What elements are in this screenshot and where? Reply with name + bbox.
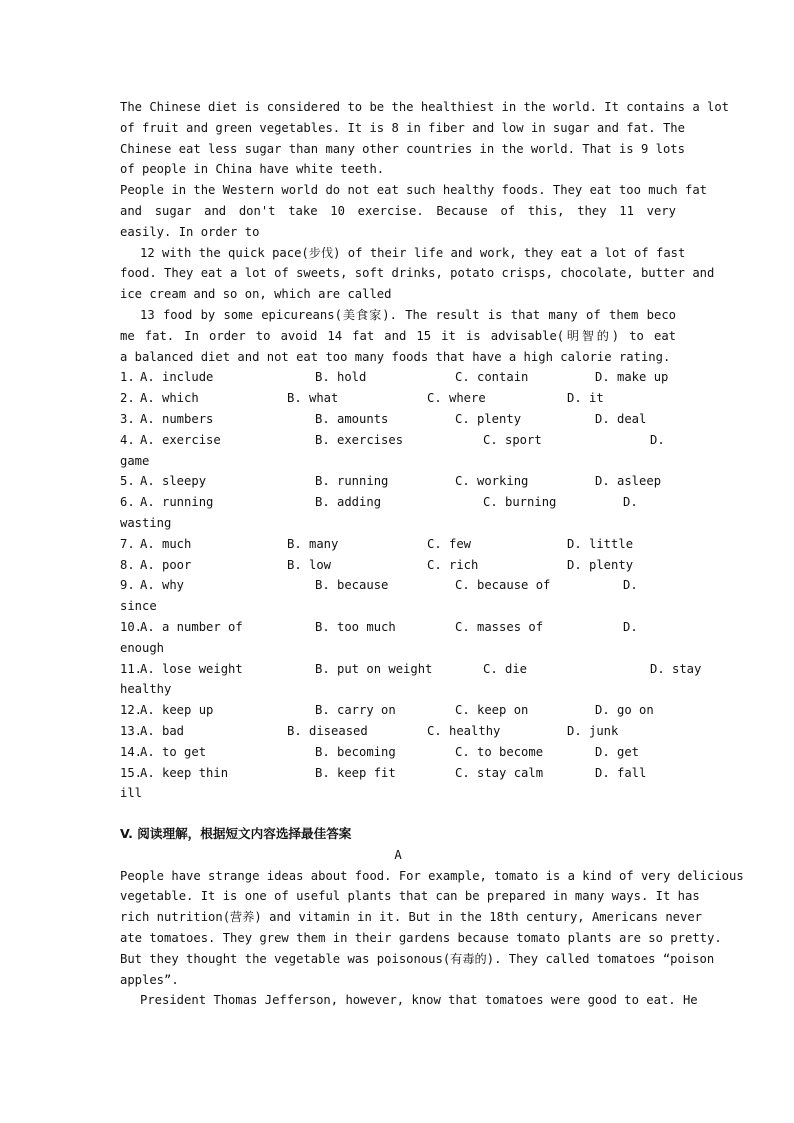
option-d[interactable]: D.	[623, 495, 638, 510]
question-number: 13.	[120, 723, 143, 738]
option-d[interactable]: D. deal	[595, 411, 647, 426]
option-b[interactable]: B. put on weight	[315, 661, 433, 676]
option-a[interactable]: A. keep up	[140, 703, 214, 718]
option-row	[120, 742, 676, 763]
passage-line: Chinese eat less sugar than many other countries in the world. That is 9 lots	[120, 141, 685, 156]
option-c[interactable]: C. masses of	[455, 619, 544, 634]
question-number: 11.	[120, 661, 143, 676]
option-b[interactable]: B. carry on	[315, 703, 396, 718]
question-number: 4.	[120, 432, 135, 447]
option-d[interactable]: D. little	[567, 536, 634, 551]
option-b[interactable]: B. diseased	[287, 723, 368, 738]
passage-line: vegetable. It is one of useful plants that can be prepared in many ways. It has	[120, 889, 700, 904]
option-row	[120, 555, 676, 576]
option-d[interactable]: D. plenty	[567, 557, 634, 572]
question-number: 6.	[120, 495, 135, 510]
option-wrap-line: wasting	[120, 515, 172, 530]
option-a[interactable]: A. much	[140, 536, 192, 551]
option-a[interactable]: A. include	[140, 370, 214, 385]
option-wrap-line: enough	[120, 640, 165, 655]
question-number: 12.	[120, 703, 143, 718]
option-b[interactable]: B. running	[315, 474, 389, 489]
passage-label: A	[394, 847, 402, 862]
question-number: 14.	[120, 744, 143, 759]
option-wrap-line: since	[120, 599, 157, 614]
passage-line: People have strange ideas about food. For example, tomato is a kind of very delicious	[120, 868, 744, 883]
question-number: 2.	[120, 391, 135, 406]
option-row	[120, 367, 676, 388]
question-number: 10.	[120, 619, 143, 634]
option-d[interactable]: D. fall	[595, 765, 647, 780]
passage-line: People in the Western world do not eat such healthy foods. They eat too much fat	[120, 183, 707, 198]
question-number: 7.	[120, 536, 135, 551]
option-b[interactable]: B. amounts	[315, 411, 389, 426]
option-row	[120, 700, 676, 721]
option-a[interactable]: A. lose weight	[140, 661, 243, 676]
option-b[interactable]: B. low	[287, 557, 332, 572]
option-b[interactable]: B. becoming	[315, 744, 396, 759]
option-row	[120, 492, 676, 513]
question-number: 5.	[120, 474, 135, 489]
reading-passage	[120, 866, 744, 1012]
option-b[interactable]: B. what	[287, 391, 339, 406]
passage-line: and sugar and don't take 10 exercise. Because of this, they 11 very	[120, 203, 676, 218]
passage-line: of fruit and green vegetables. It is 8 in fiber and low in sugar and fat. The	[120, 120, 685, 135]
question-number: 3.	[120, 411, 135, 426]
option-a[interactable]: A. why	[140, 578, 185, 593]
passage-line: apples”.	[120, 972, 179, 987]
option-row	[120, 409, 676, 430]
question-number: 9.	[120, 578, 135, 593]
option-d[interactable]: D. stay	[650, 661, 702, 676]
passage-line: easily. In order to	[120, 224, 260, 239]
option-a[interactable]: A. running	[140, 495, 214, 510]
option-a[interactable]: A. bad	[140, 723, 185, 738]
option-c[interactable]: C. plenty	[455, 411, 522, 426]
spacer	[120, 804, 676, 824]
option-row	[120, 430, 676, 451]
option-b[interactable]: B. exercises	[315, 432, 404, 447]
option-d[interactable]: D. it	[567, 391, 604, 406]
option-row	[120, 471, 676, 492]
option-row	[120, 763, 676, 784]
option-a[interactable]: A. which	[140, 391, 199, 406]
option-d[interactable]: D.	[623, 619, 638, 634]
passage-line: a balanced diet and not eat too many foods that have a high calorie rating.	[120, 349, 671, 364]
question-number: 15.	[120, 765, 143, 780]
option-c[interactable]: C. working	[455, 474, 529, 489]
option-row	[120, 575, 676, 596]
content-column	[120, 97, 744, 1011]
option-b[interactable]: B. keep fit	[315, 765, 396, 780]
option-c[interactable]: C. healthy	[427, 723, 501, 738]
option-a[interactable]: A. exercise	[140, 432, 221, 447]
option-a[interactable]: A. poor	[140, 557, 192, 572]
option-d[interactable]: D. asleep	[595, 474, 662, 489]
passage-line: of people in China have white teeth.	[120, 162, 385, 177]
option-a[interactable]: A. to get	[140, 744, 207, 759]
option-d[interactable]: D. make up	[595, 370, 669, 385]
option-d[interactable]: D. go on	[595, 703, 654, 718]
option-row	[120, 659, 702, 680]
option-d[interactable]: D.	[623, 578, 638, 593]
option-b[interactable]: B. hold	[315, 370, 367, 385]
option-row	[120, 534, 676, 555]
option-a[interactable]: A. sleepy	[140, 474, 207, 489]
option-c[interactable]: C. because of	[455, 578, 551, 593]
passage-line: President Thomas Jefferson, however, know that tomatoes were good to eat. He	[140, 993, 698, 1008]
passage-line: 12 with the quick pace(步伐) of their life and work, they eat a lot of fast	[140, 245, 686, 260]
option-c[interactable]: C. burning	[483, 495, 557, 510]
option-row	[120, 721, 676, 742]
option-d[interactable]: D. junk	[567, 723, 619, 738]
passage-line: me fat. In order to avoid 14 fat and 15 it is advisable(明智的) to eat	[120, 328, 676, 343]
option-c[interactable]: C. die	[483, 661, 528, 676]
passage-line: ate tomatoes. They grew them in their gardens because tomato plants are so pretty.	[120, 931, 722, 946]
option-d[interactable]: D.	[650, 432, 665, 447]
option-a[interactable]: A. keep thin	[140, 765, 229, 780]
option-row	[120, 388, 676, 409]
option-c[interactable]: C. contain	[455, 370, 529, 385]
passage-line: 13 food by some epicureans(美食家). The result is that many of them beco	[140, 307, 676, 322]
option-b[interactable]: B. too much	[315, 619, 396, 634]
passage-line: ice cream and so on, which are called	[120, 287, 392, 302]
option-c[interactable]: C. keep on	[455, 703, 529, 718]
option-c[interactable]: C. rich	[427, 557, 479, 572]
option-b[interactable]: B. many	[287, 536, 339, 551]
option-b[interactable]: B. because	[315, 578, 389, 593]
passage-line: rich nutrition(营养) and vitamin in it. But in the 18th century, Americans never	[120, 910, 703, 925]
option-a[interactable]: A. a number of	[140, 619, 243, 634]
answer-options	[120, 367, 702, 804]
question-number: 1.	[120, 370, 135, 385]
option-wrap-line: game	[120, 453, 150, 468]
section-heading: V. 阅读理解，根据短文内容选择最佳答案	[120, 826, 352, 842]
option-c[interactable]: C. where	[427, 391, 486, 406]
option-wrap-line: ill	[120, 786, 143, 801]
option-wrap-line: healthy	[120, 682, 172, 697]
cloze-passage	[120, 97, 730, 367]
option-c[interactable]: C. to become	[455, 744, 544, 759]
option-c[interactable]: C. stay calm	[455, 765, 544, 780]
option-a[interactable]: A. numbers	[140, 411, 214, 426]
option-c[interactable]: C. few	[427, 536, 472, 551]
option-b[interactable]: B. adding	[315, 495, 382, 510]
question-number: 8.	[120, 557, 135, 572]
passage-line: The Chinese diet is considered to be the healthiest in the world. It contains a lot	[120, 100, 730, 114]
passage-line: food. They eat a lot of sweets, soft drinks, potato crisps, chocolate, butter and	[120, 266, 715, 281]
option-d[interactable]: D. get	[595, 744, 640, 759]
option-row	[120, 617, 676, 638]
option-c[interactable]: C. sport	[483, 432, 542, 447]
passage-line: But they thought the vegetable was poisonous(有毒的). They called tomatoes “poison	[120, 951, 715, 966]
